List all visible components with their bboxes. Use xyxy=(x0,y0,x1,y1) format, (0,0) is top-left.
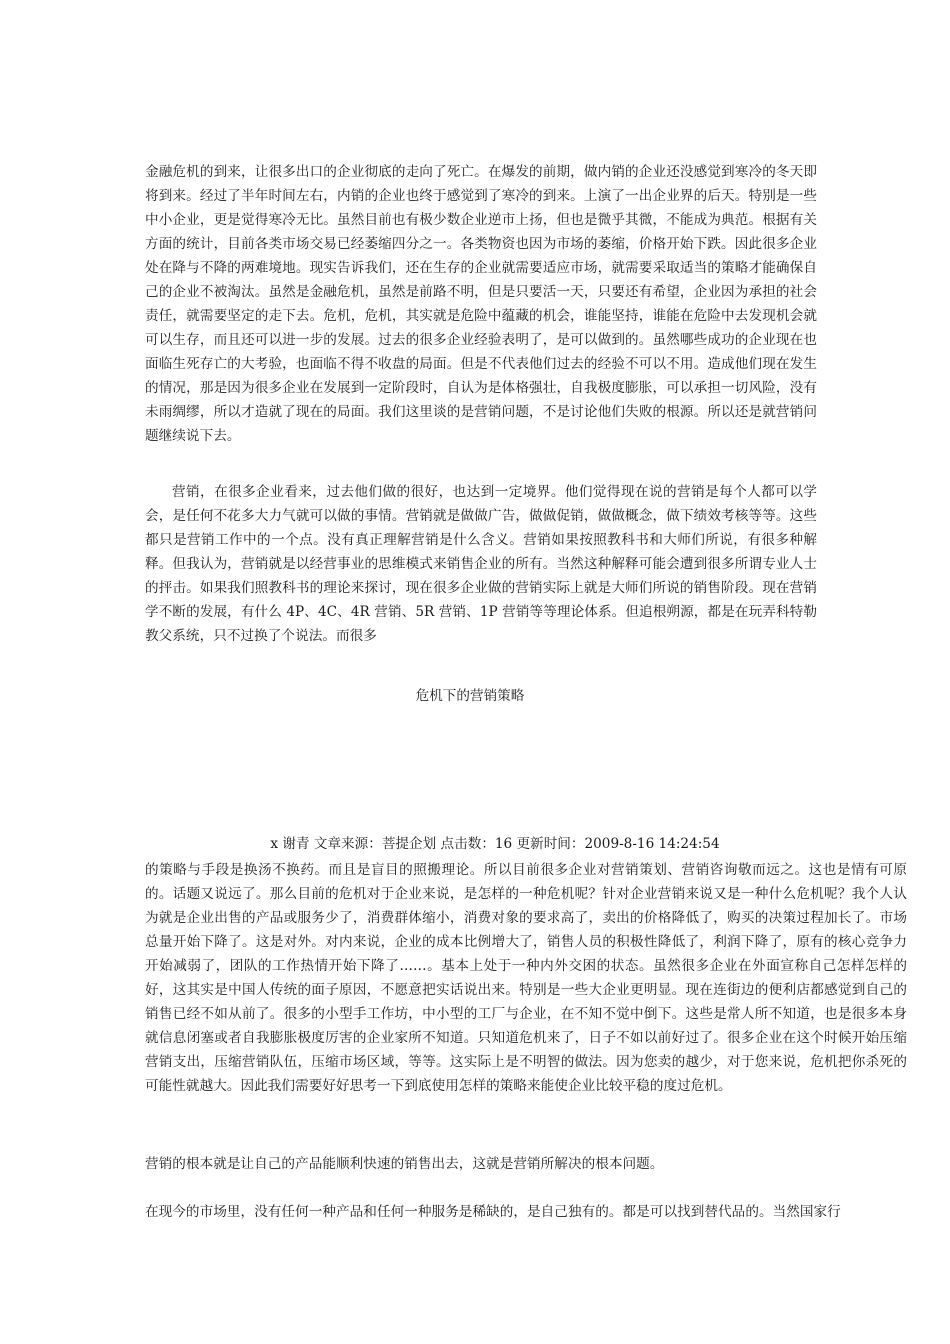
body-paragraph-2: 营销，在很多企业看来，过去他们做的很好，也达到一定境界。他们觉得现在说的营销是每个人都可以学会，是任何不花多大力气就可以做的事情。营销就是做做广告，做做促销，做做概念，做下绩效考核等等。这些都只是营销工作中的一个点。没有真正理解营销是什么含义。营销如果按照教科书和大师们所说，有很多种解释。但我认为，营销就是以经营事业的思维模式来销售企业的所有。当然这种解释可能会遭到很多所谓专业人士的抨击。如果我们照教科书的理论来探讨，现在很多企业做的营销实际上就是大师们所说的销售阶段。现在营销学不断的发展，有什么 4P、4C、4R 营销、5R 营销、1P 营销等等理论体系。但追根朔源，都是在玩弄科特勒教父系统，只不过换了个说法。而很多 xyxy=(145,484,817,644)
article-meta: x 谢青 文章来源：菩提企划 点击数：16 更新时间：2009-8-16 14:24:54 xyxy=(270,836,720,852)
body-paragraph-4: 营销的根本就是让自己的产品能顺利快速的销售出去，这就是营销所解决的根本问题。 xyxy=(145,1156,664,1172)
body-paragraph-3: 的策略与手段是换汤不换药。而且是盲目的照搬理论。所以目前很多企业对营销策划、营销咨询敬而远之。这也是情有可原的。话题又说远了。那么目前的危机对于企业来说，是怎样的一种危机呢？针对企业营销来说又是一种什么危机呢？我个人认为就是企业出售的产品或服务少了，消费群体缩小，消费对象的要求高了，卖出的价格降低了，购买的决策过程加长了。市场总量开始下降了。这是对外。对内来说，企业的成本比例增大了，销售人员的积极性降低了，利润下降了，原有的核心竞争力开始减弱了，团队的工作热情开始下降了……。基本上处于一种内外交困的状态。虽然很多企业在外面宣称自己怎样怎样的好，这其实是中国人传统的面子原因，不愿意把实话说出来。特别是一些大企业更明显。现在连街边的便利店都感觉到自己的销售已经不如从前了。很多的小型手工作坊，中小型的工厂与企业，在不知不觉中倒下。这些是常人所不知道，也是很多本身就信息闭塞或者自我膨胀极度厉害的企业家所不知道。只知道危机来了，日子不如以前好过了。很多企业在这个时候开始压缩营销支出，压缩营销队伍，压缩市场区域，等等。这实际上是不明智的做法。因为您卖的越少，对于您来说，危机把你杀死的可能性就越大。因此我们需要好好思考一下到底使用怎样的策略来能使企业比较平稳的度过危机。 xyxy=(145,862,907,1094)
body-paragraph-1: 金融危机的到来，让很多出口的企业彻底的走向了死亡。在爆发的前期，做内销的企业还没感觉到寒冷的冬天即将到来。经过了半年时间左右，内销的企业也终于感觉到了寒冷的到来。上演了一出企业界的后天。特别是一些中小企业，更是觉得寒冷无比。虽然目前也有极少数企业逆市上扬，但也是微乎其微，不能成为典范。根据有关方面的统计，目前各类市场交易已经萎缩四分之一。各类物资也因为市场的萎缩，价格开始下跌。因此很多企业处在降与不降的两难境地。现实告诉我们，还在生存的企业就需要适应市场，就需要采取适当的策略才能确保自己的企业不被淘汰。虽然是金融危机，虽然是前路不明，但是只要活一天，只要还有希望，企业因为承担的社会责任，就需要坚定的走下去。危机，危机，其实就是危险中蕴藏的机会，谁能坚持，谁能在危险中去发现机会就可以生存，而且还可以进一步的发展。过去的很多企业经验表明了，是可以做到的。虽然哪些成功的企业现在也面临生死存亡的大考验，也面临不得不收盘的局面。但是不代表他们过去的经验不可以不用。造成他们现在发生的情况，那是因为很多企业在发展到一定阶段时，自认为是体格强壮，自我极度膨胀，可以承担一切风险，没有未雨绸缪，所以才造就了现在的局面。我们这里谈的是营销问题，不是讨论他们失败的根源。所以还是就营销问题继续说下去。 xyxy=(145,164,817,444)
body-paragraph-5: 在现今的市场里，没有任何一种产品和任何一种服务是稀缺的，是自己独有的。都是可以找到替代品的。当然国家行 xyxy=(145,1204,841,1220)
article-title: 危机下的营销策略 xyxy=(415,688,525,704)
